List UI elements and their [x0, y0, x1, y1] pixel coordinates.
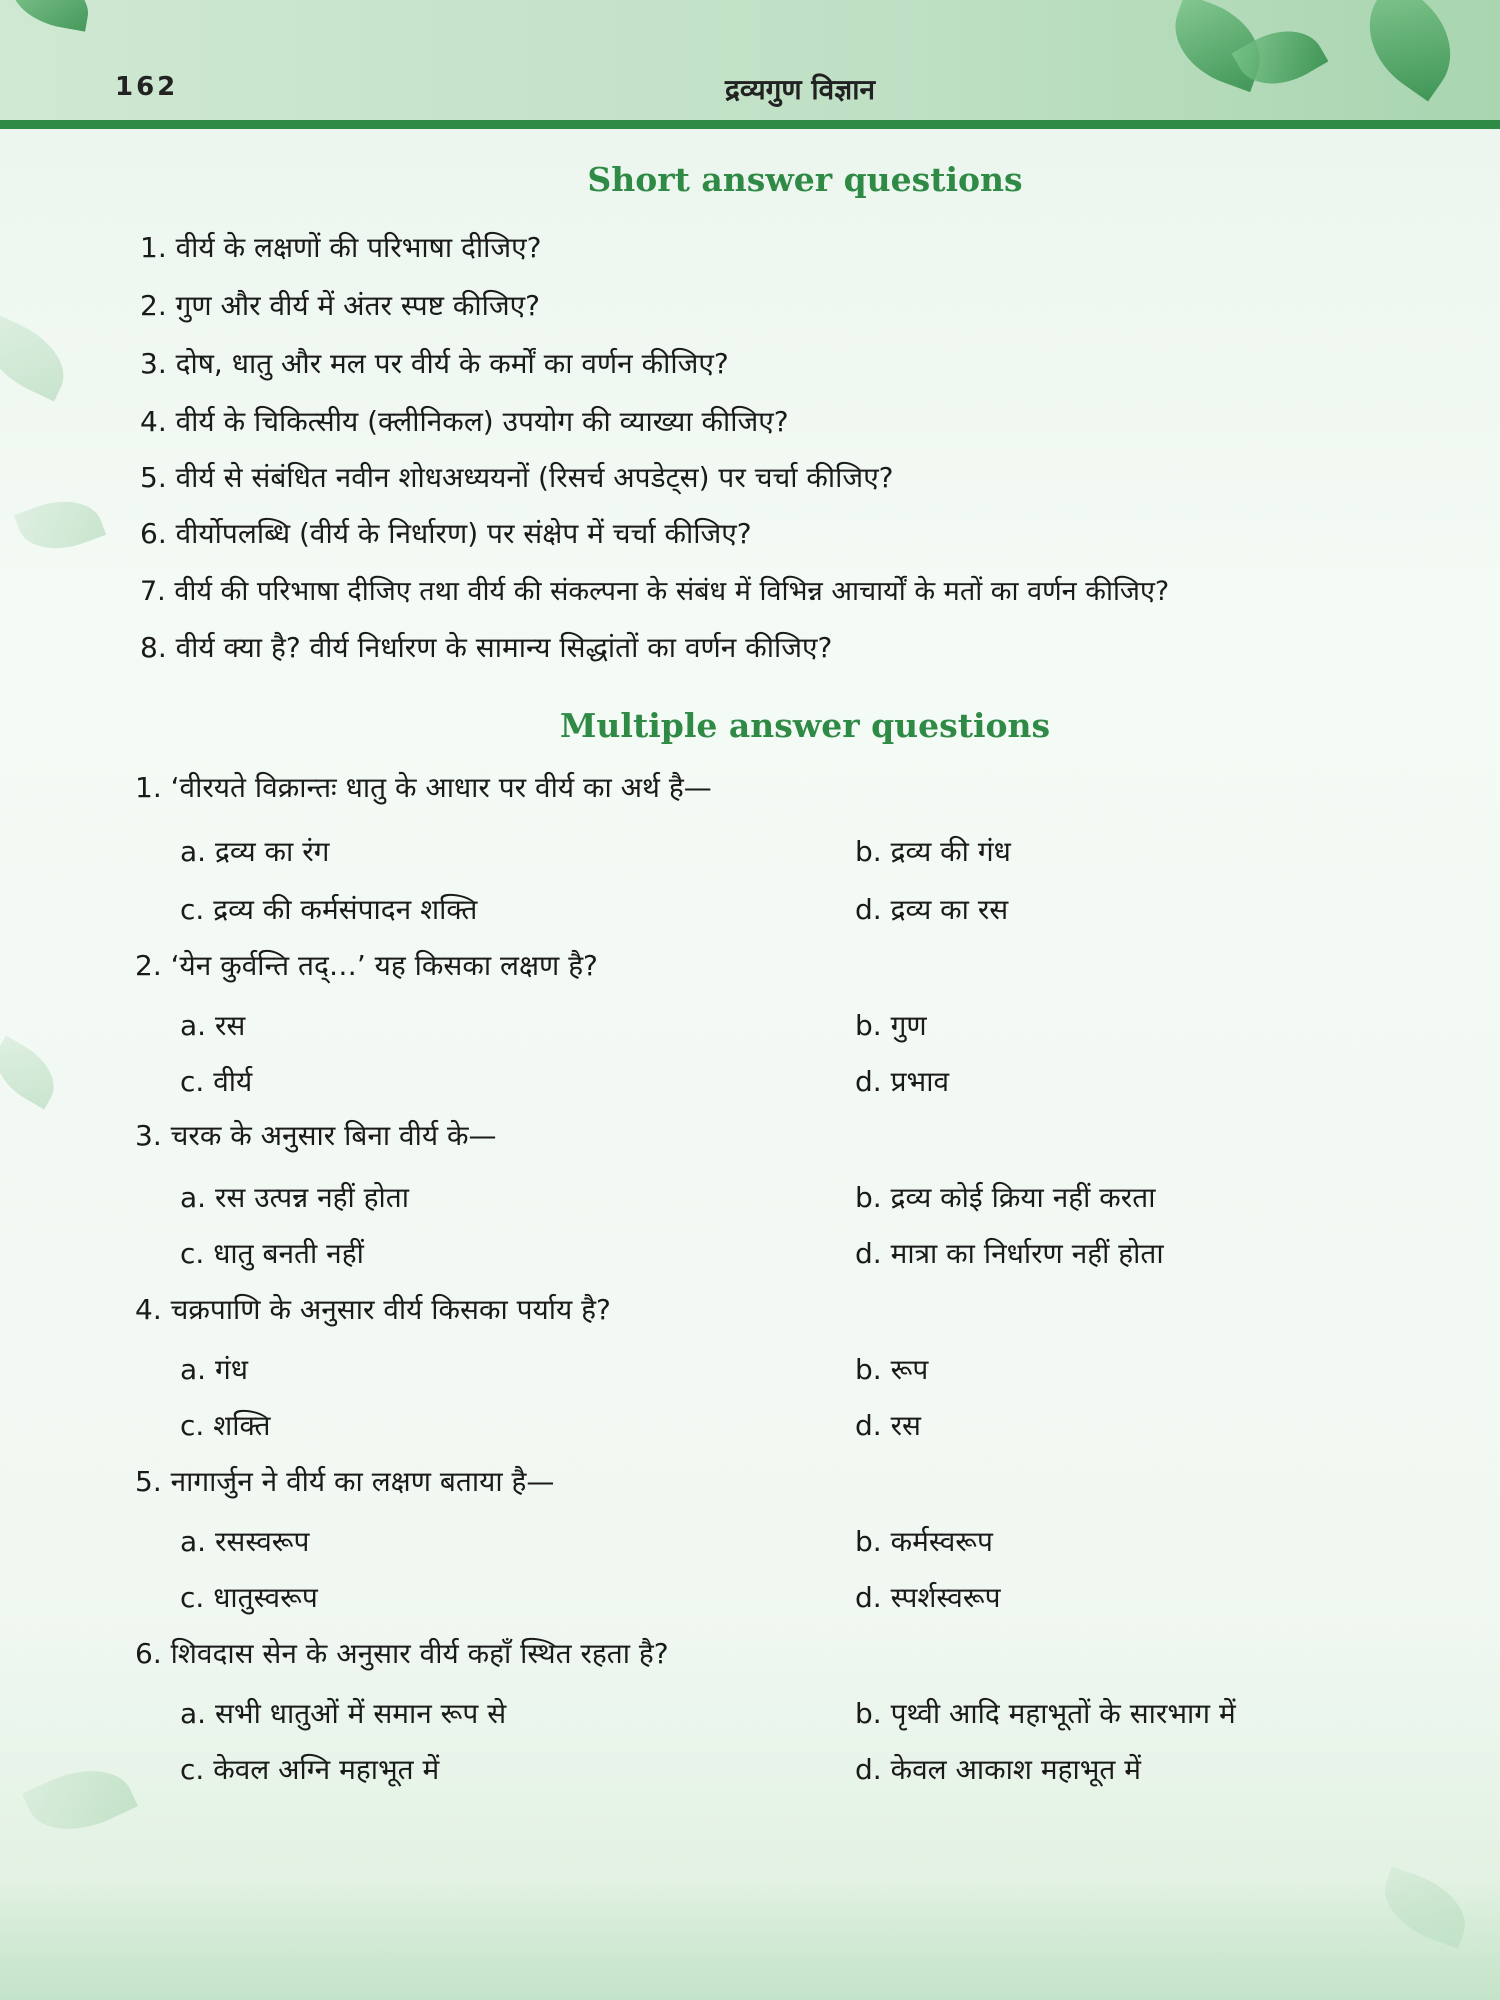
- mcq-option: d. मात्रा का निर्धारण नहीं होता: [855, 1237, 1164, 1270]
- short-question: 3. दोष, धातु और मल पर वीर्य के कर्मों का वर्णन कीजिए?: [140, 347, 729, 380]
- mcq-option: c. केवल अग्नि महाभूत में: [180, 1753, 440, 1786]
- mcq-option: b. द्रव्य कोई क्रिया नहीं करता: [855, 1181, 1156, 1214]
- mcq-option: b. गुण: [855, 1009, 927, 1042]
- mcq-option: a. गंध: [180, 1353, 248, 1386]
- mcq-question: 1. ‘वीरयते विक्रान्तः धातु के आधार पर वीर्य का अर्थ है—: [135, 771, 712, 804]
- short-question: 2. गुण और वीर्य में अंतर स्पष्ट कीजिए?: [140, 289, 541, 322]
- vine-leaf-icon: [0, 1036, 67, 1110]
- short-question: 6. वीर्योपलब्धि (वीर्य के निर्धारण) पर संक्षेप में चर्चा कीजिए?: [140, 517, 752, 550]
- short-question: 1. वीर्य के लक्षणों की परिभाषा दीजिए?: [140, 231, 542, 264]
- mcq-option: d. द्रव्य का रस: [855, 893, 1009, 926]
- short-question: 8. वीर्य क्या है? वीर्य निर्धारण के सामान्य सिद्धांतों का वर्णन कीजिए?: [140, 631, 833, 664]
- short-answer-heading: Short answer questions: [587, 160, 1023, 199]
- mcq-option: b. पृथ्वी आदि महाभूतों के सारभाग में: [855, 1697, 1236, 1730]
- header-rule: [0, 120, 1500, 129]
- mcq-option: d. रस: [855, 1409, 921, 1442]
- short-question: 5. वीर्य से संबंधित नवीन शोधअध्ययनों (रिसर्च अपडेट्स) पर चर्चा कीजिए?: [140, 461, 894, 494]
- mcq-option: a. द्रव्य का रंग: [180, 835, 330, 868]
- mcq-option: d. स्पर्शस्वरूप: [855, 1581, 1001, 1614]
- vine-leaf-icon: [14, 488, 106, 562]
- mcq-option: c. धातु बनती नहीं: [180, 1237, 364, 1270]
- mcq-option: c. धातुस्वरूप: [180, 1581, 318, 1614]
- footer-band: [0, 1880, 1500, 2000]
- book-title: द्रव्यगुण विज्ञान: [724, 73, 875, 106]
- page-number: 162: [115, 72, 179, 102]
- mcq-option: c. शक्ति: [180, 1409, 271, 1442]
- mcq-option: b. रूप: [855, 1353, 929, 1386]
- short-question: 7. वीर्य की परिभाषा दीजिए तथा वीर्य की संकल्पना के संबंध में विभिन्न आचार्यों के मतों का वर्णन कीजिए?: [140, 576, 1170, 607]
- mcq-question: 5. नागार्जुन ने वीर्य का लक्षण बताया है—: [135, 1465, 555, 1498]
- mcq-option: c. द्रव्य की कर्मसंपादन शक्ति: [180, 893, 478, 926]
- mcq-question: 2. ‘येन कुर्वन्ति तद्…’ यह किसका लक्षण है?: [135, 949, 598, 982]
- multiple-answer-heading: Multiple answer questions: [559, 706, 1051, 745]
- mcq-option: d. केवल आकाश महाभूत में: [855, 1753, 1141, 1786]
- mcq-option: b. कर्मस्वरूप: [855, 1525, 993, 1558]
- mcq-question: 6. शिवदास सेन के अनुसार वीर्य कहाँ स्थित रहता है?: [135, 1637, 669, 1670]
- vine-leaf-icon: [22, 1752, 138, 1849]
- mcq-option: a. सभी धातुओं में समान रूप से: [180, 1697, 507, 1730]
- mcq-option: a. रसस्वरूप: [180, 1525, 310, 1558]
- mcq-option: c. वीर्य: [180, 1065, 253, 1098]
- mcq-option: d. प्रभाव: [855, 1065, 950, 1098]
- mcq-option: a. रस: [180, 1009, 246, 1042]
- mcq-option: a. रस उत्पन्न नहीं होता: [180, 1181, 409, 1214]
- vine-leaf-icon: [0, 314, 77, 402]
- mcq-option: b. द्रव्य की गंध: [855, 835, 1011, 868]
- short-question: 4. वीर्य के चिकित्सीय (क्लीनिकल) उपयोग की व्याख्या कीजिए?: [140, 405, 789, 438]
- mcq-question: 4. चक्रपाणि के अनुसार वीर्य किसका पर्याय है?: [135, 1293, 611, 1326]
- mcq-question: 3. चरक के अनुसार बिना वीर्य के—: [135, 1119, 497, 1152]
